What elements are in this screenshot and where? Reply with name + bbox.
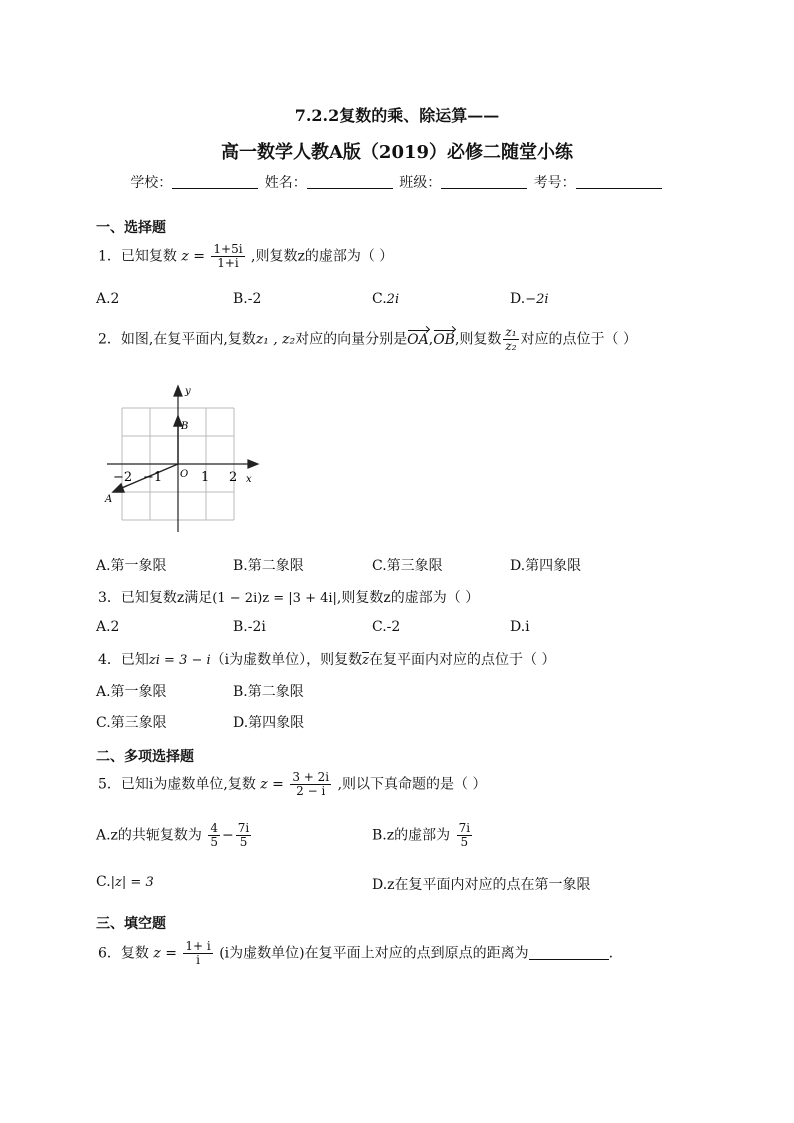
q1-fraction [211,243,244,270]
q5-option-a-frac1 [208,822,220,849]
q5-option-b-text: B.z的虚部为 [372,827,451,844]
q6-z-eq: z = [153,945,177,962]
name-blank[interactable] [307,174,393,189]
q6-fraction [183,940,212,967]
q5-num: 3 + 2i [292,770,330,784]
name-label: 姓名： [264,175,307,191]
q5-b-n: 7i [458,821,471,835]
q5-option-a-frac2 [236,822,251,849]
q1-prefix: 1．已知复数 [98,248,177,265]
class-blank[interactable] [441,174,527,189]
q2-option-d[interactable]: D.第四象限 [510,558,582,574]
q5-option-a-text: A.z的共轭复数为 [96,827,202,844]
q3-option-a[interactable]: A.2 [96,619,120,635]
q5-den: 2 − i [296,784,326,798]
q2-option-b[interactable]: B.第二象限 [233,558,304,574]
q1-option-d-value: −2i [525,292,549,307]
q1-option-b[interactable]: B.-2 [233,291,262,307]
q2-option-c[interactable]: C.第三象限 [372,558,443,574]
number-blank[interactable] [576,174,662,189]
q4-option-b[interactable]: B.第二象限 [233,684,304,700]
section-heading-1: 一、选择题 [96,220,166,236]
q6-prefix: 6．复数 [98,945,149,962]
question-2 [98,326,637,353]
q3-option-c[interactable]: C.-2 [372,619,401,635]
q4-option-a[interactable]: A.第一象限 [96,684,167,700]
q5-option-d[interactable]: D.z在复平面内对应的点在第一象限 [372,877,591,893]
section-heading-2: 二、多项选择题 [96,749,194,765]
q4-equation: zi = 3 − i [148,653,211,668]
q2-den: z₂ [505,339,517,353]
school-blank[interactable] [172,174,258,189]
q5-option-b-frac [457,822,472,849]
q2-mid2: ,则复数 [454,331,502,348]
x-axis-label: x [246,474,252,485]
q1-option-a[interactable]: A.2 [96,291,120,307]
question-1 [98,243,393,270]
q1-den: 1+i [217,256,239,270]
q1-z-eq: z = [181,248,205,265]
q6-den: i [196,953,200,967]
q2-comma: , [428,331,434,348]
q2-suffix: 对应的点位于（ ） [520,331,637,348]
question-3 [98,587,479,607]
tick-label: 1 [201,470,210,485]
q3-equation: (1 − 2i)z = |3 + 4i| [212,591,337,606]
tick-label: −1 [143,470,163,485]
tick-label: −2 [113,470,133,485]
q5-option-c-label: C. [96,874,111,890]
q1-option-d[interactable] [510,291,549,307]
q1-suffix: ,则复数z的虚部为（ ） [251,248,394,265]
number-label: 考号： [533,175,576,191]
q5-a-n2: 7i [237,821,250,835]
y-axis-label: y [185,386,191,397]
q4-option-c[interactable]: C.第三象限 [96,715,167,731]
q3-suffix: ,则复数z的虚部为（ ） [336,590,480,606]
q6-end: . [608,945,614,962]
q2-num: z₁ [505,325,517,339]
q5-a-d1: 5 [210,835,219,849]
q6-num: 1+ i [185,939,211,953]
q5-option-a[interactable] [96,822,253,849]
tick-label: 2 [229,470,238,485]
q5-prefix: 5．已知i为虚数单位,复数 [98,776,256,793]
question-5 [98,771,486,798]
q4-option-d[interactable]: D.第四象限 [233,715,305,731]
q1-option-c-label: C. [372,291,387,307]
q1-option-c[interactable] [372,291,399,307]
q1-num: 1+5i [213,242,243,256]
q3-option-b[interactable]: B.-2i [233,619,266,635]
q2-option-a[interactable]: A.第一象限 [96,558,167,574]
q3-prefix: 3．已知复数z满足 [98,590,213,606]
school-label: 学校： [130,175,173,191]
q5-a-d2: 5 [239,835,248,849]
q2-vector-ob: OB [433,331,455,348]
title-line-2: 高一数学人教A版（2019）必修二随堂小练 [220,142,574,163]
q2-z1-z2: z₁ , z₂ [255,331,296,348]
q4-prefix: 4．已知 [98,652,149,668]
q1-option-c-value: 2i [386,292,400,307]
q5-option-b[interactable] [372,822,474,849]
q4-suffix: 在复平面内对应的点位于（ ） [369,652,556,668]
q4-mid: （i为虚数单位），则复数 [210,652,363,668]
q6-answer-blank[interactable] [529,945,609,960]
q5-suffix: ,则以下真命题的是（ ） [337,776,487,793]
complex-plane-figure [95,380,270,540]
question-6 [98,940,613,967]
q3-option-d[interactable]: D.i [510,619,530,635]
title-line-1: 7.2.2复数的乘、除运算—— [294,106,500,125]
point-a-label: A [105,494,113,505]
q2-fraction [503,326,518,353]
class-label: 班级： [399,175,442,191]
q1-option-d-label: D. [510,291,526,307]
q5-b-d: 5 [460,835,469,849]
q2-vector-oa: OA [407,331,429,348]
student-info-row [0,172,794,192]
q5-option-c[interactable] [96,874,154,890]
q5-option-c-value: |z| = 3 [110,875,154,890]
section-heading-3: 三、填空题 [96,916,166,932]
q5-fraction [290,771,331,798]
q2-mid: 对应的向量分别是 [295,331,408,348]
question-4 [98,649,555,669]
origin-label: O [180,469,189,480]
q5-z-eq: z = [260,776,284,793]
q5-a-minus: − [222,827,234,844]
q2-prefix: 2．如图,在复平面内,复数 [98,331,256,348]
point-b-label: B [181,421,189,432]
q5-a-n1: 4 [210,821,219,835]
q4-z-conjugate: $\overline{z}$ [362,653,370,668]
q6-suffix: (i为虚数单位)在复平面上对应的点到原点的距离为 [219,945,529,962]
